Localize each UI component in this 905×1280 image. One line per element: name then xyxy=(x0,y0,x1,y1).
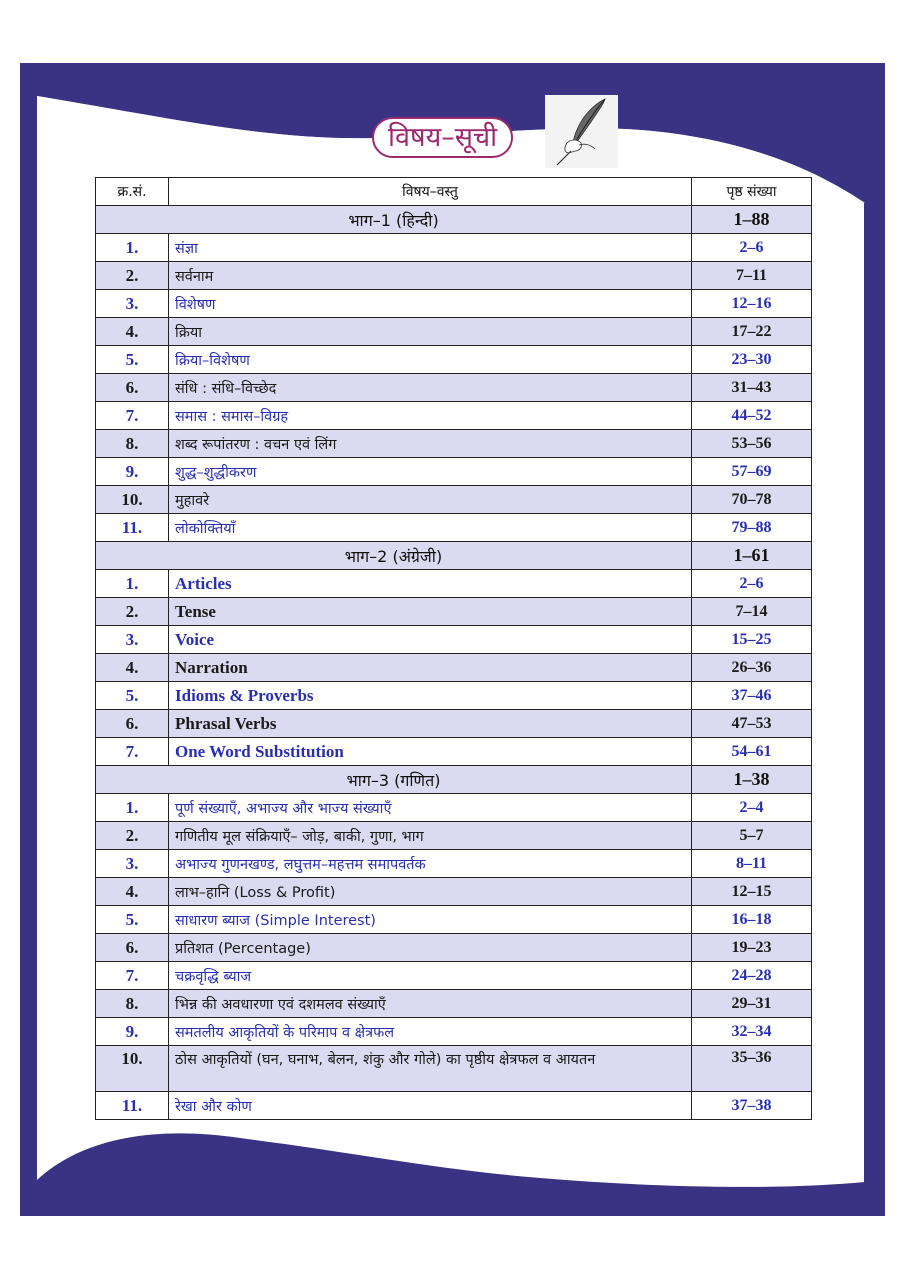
section-title: भाग–3 (गणित) xyxy=(96,766,692,794)
table-row xyxy=(96,290,812,318)
row-topic: साधारण ब्याज (Simple Interest) xyxy=(169,906,692,934)
row-topic: रेखा और कोण xyxy=(169,1092,692,1120)
table-row xyxy=(96,374,812,402)
row-topic: क्रिया xyxy=(169,318,692,346)
row-pages: 2–4 xyxy=(692,794,812,822)
row-num: 10. xyxy=(96,486,169,514)
row-num: 1. xyxy=(96,794,169,822)
row-topic: One Word Substitution xyxy=(169,738,692,766)
row-num: 8. xyxy=(96,990,169,1018)
row-num: 3. xyxy=(96,626,169,654)
row-num: 11. xyxy=(96,1092,169,1120)
table-row xyxy=(96,598,812,626)
row-pages: 12–15 xyxy=(692,878,812,906)
row-topic: लाभ–हानि (Loss & Profit) xyxy=(169,878,692,906)
row-pages: 57–69 xyxy=(692,458,812,486)
row-topic: Phrasal Verbs xyxy=(169,710,692,738)
row-topic: क्रिया–विशेषण xyxy=(169,346,692,374)
row-topic: शुद्ध–शुद्धीकरण xyxy=(169,458,692,486)
row-num: 3. xyxy=(96,850,169,878)
row-pages: 53–56 xyxy=(692,430,812,458)
table-row xyxy=(96,458,812,486)
table-row xyxy=(96,682,812,710)
row-num: 5. xyxy=(96,346,169,374)
header-subject: विषय–वस्तु xyxy=(169,178,692,206)
row-num: 6. xyxy=(96,934,169,962)
section-title: भाग–2 (अंग्रेजी) xyxy=(96,542,692,570)
row-num: 4. xyxy=(96,318,169,346)
row-topic: भिन्न की अवधारणा एवं दशमलव संख्याएँ xyxy=(169,990,692,1018)
row-pages: 31–43 xyxy=(692,374,812,402)
table-row xyxy=(96,906,812,934)
row-topic: समतलीय आकृतियों के परिमाप व क्षेत्रफल xyxy=(169,1018,692,1046)
row-pages: 32–34 xyxy=(692,1018,812,1046)
row-pages: 79–88 xyxy=(692,514,812,542)
row-topic: Voice xyxy=(169,626,692,654)
row-pages: 2–6 xyxy=(692,234,812,262)
row-num: 2. xyxy=(96,262,169,290)
title-area xyxy=(372,117,513,157)
table-row xyxy=(96,234,812,262)
table-row xyxy=(96,1092,812,1120)
row-num: 1. xyxy=(96,570,169,598)
table-row xyxy=(96,654,812,682)
section-row-english xyxy=(96,542,812,570)
row-num: 10. xyxy=(96,1046,169,1092)
row-topic: संधि : संधि–विच्छेद xyxy=(169,374,692,402)
row-pages: 37–38 xyxy=(692,1092,812,1120)
quill-pen-hand-icon xyxy=(545,95,618,168)
table-row xyxy=(96,990,812,1018)
row-topic: Idioms & Proverbs xyxy=(169,682,692,710)
section-title: भाग–1 (हिन्दी) xyxy=(96,206,692,234)
table-row xyxy=(96,794,812,822)
table-row xyxy=(96,738,812,766)
row-pages: 12–16 xyxy=(692,290,812,318)
row-num: 7. xyxy=(96,738,169,766)
row-topic: सर्वनाम xyxy=(169,262,692,290)
table-row xyxy=(96,934,812,962)
row-pages: 2–6 xyxy=(692,570,812,598)
row-num: 6. xyxy=(96,710,169,738)
row-num: 5. xyxy=(96,906,169,934)
row-topic: Narration xyxy=(169,654,692,682)
table-row xyxy=(96,1018,812,1046)
row-num: 2. xyxy=(96,822,169,850)
row-topic: प्रतिशत (Percentage) xyxy=(169,934,692,962)
row-pages: 19–23 xyxy=(692,934,812,962)
row-num: 4. xyxy=(96,654,169,682)
section-row-hindi xyxy=(96,206,812,234)
table-row xyxy=(96,514,812,542)
table-row xyxy=(96,822,812,850)
row-num: 9. xyxy=(96,458,169,486)
row-topic: पूर्ण संख्याएँ, अभाज्य और भाज्य संख्याएँ xyxy=(169,794,692,822)
row-pages: 5–7 xyxy=(692,822,812,850)
row-topic: चक्रवृद्धि ब्याज xyxy=(169,962,692,990)
row-pages: 16–18 xyxy=(692,906,812,934)
row-num: 5. xyxy=(96,682,169,710)
table-row xyxy=(96,710,812,738)
table-row xyxy=(96,878,812,906)
table-row xyxy=(96,430,812,458)
contents-table xyxy=(95,177,812,1120)
row-pages: 7–14 xyxy=(692,598,812,626)
row-pages: 24–28 xyxy=(692,962,812,990)
row-num: 7. xyxy=(96,962,169,990)
row-topic: मुहावरे xyxy=(169,486,692,514)
row-num: 2. xyxy=(96,598,169,626)
table-row xyxy=(96,570,812,598)
table-row xyxy=(96,262,812,290)
section-row-maths xyxy=(96,766,812,794)
header-serial: क्र.सं. xyxy=(96,178,169,206)
section-range: 1–61 xyxy=(692,542,812,570)
row-num: 1. xyxy=(96,234,169,262)
bottom-wave-decoration xyxy=(20,1130,885,1216)
row-topic: Articles xyxy=(169,570,692,598)
row-pages: 44–52 xyxy=(692,402,812,430)
row-num: 11. xyxy=(96,514,169,542)
section-range: 1–38 xyxy=(692,766,812,794)
table-row xyxy=(96,962,812,990)
row-num: 6. xyxy=(96,374,169,402)
row-pages: 47–53 xyxy=(692,710,812,738)
row-pages: 29–31 xyxy=(692,990,812,1018)
row-topic: Tense xyxy=(169,598,692,626)
row-topic: गणितीय मूल संक्रियाएँ– जोड़, बाकी, गुणा, भाग xyxy=(169,822,692,850)
row-pages: 26–36 xyxy=(692,654,812,682)
row-num: 3. xyxy=(96,290,169,318)
table-row xyxy=(96,486,812,514)
row-num: 9. xyxy=(96,1018,169,1046)
table-header-row xyxy=(96,178,812,206)
row-topic: ठोस आकृतियों (घन, घनाभ, बेलन, शंकु और गोले) का पृष्ठीय क्षेत्रफल व आयतन xyxy=(169,1046,692,1092)
row-topic: संज्ञा xyxy=(169,234,692,262)
row-pages: 17–22 xyxy=(692,318,812,346)
table-row xyxy=(96,318,812,346)
table-row xyxy=(96,626,812,654)
row-topic: समास : समास–विग्रह xyxy=(169,402,692,430)
row-topic: विशेषण xyxy=(169,290,692,318)
row-topic: शब्द रूपांतरण : वचन एवं लिंग xyxy=(169,430,692,458)
table-row xyxy=(96,402,812,430)
row-pages: 54–61 xyxy=(692,738,812,766)
row-topic: लोकोक्तियाँ xyxy=(169,514,692,542)
page-title: विषय–सूची xyxy=(372,117,513,158)
row-num: 4. xyxy=(96,878,169,906)
row-num: 8. xyxy=(96,430,169,458)
row-pages: 37–46 xyxy=(692,682,812,710)
row-topic: अभाज्य गुणनखण्ड, लघुत्तम–महत्तम समापवर्तक xyxy=(169,850,692,878)
row-pages: 15–25 xyxy=(692,626,812,654)
header-pages: पृष्ठ संख्या xyxy=(692,178,812,206)
row-pages: 7–11 xyxy=(692,262,812,290)
table-row xyxy=(96,850,812,878)
row-pages: 35–36 xyxy=(692,1046,812,1092)
section-range: 1–88 xyxy=(692,206,812,234)
row-pages: 8–11 xyxy=(692,850,812,878)
row-pages: 23–30 xyxy=(692,346,812,374)
table-row xyxy=(96,1046,812,1092)
row-num: 7. xyxy=(96,402,169,430)
table-row xyxy=(96,346,812,374)
row-pages: 70–78 xyxy=(692,486,812,514)
